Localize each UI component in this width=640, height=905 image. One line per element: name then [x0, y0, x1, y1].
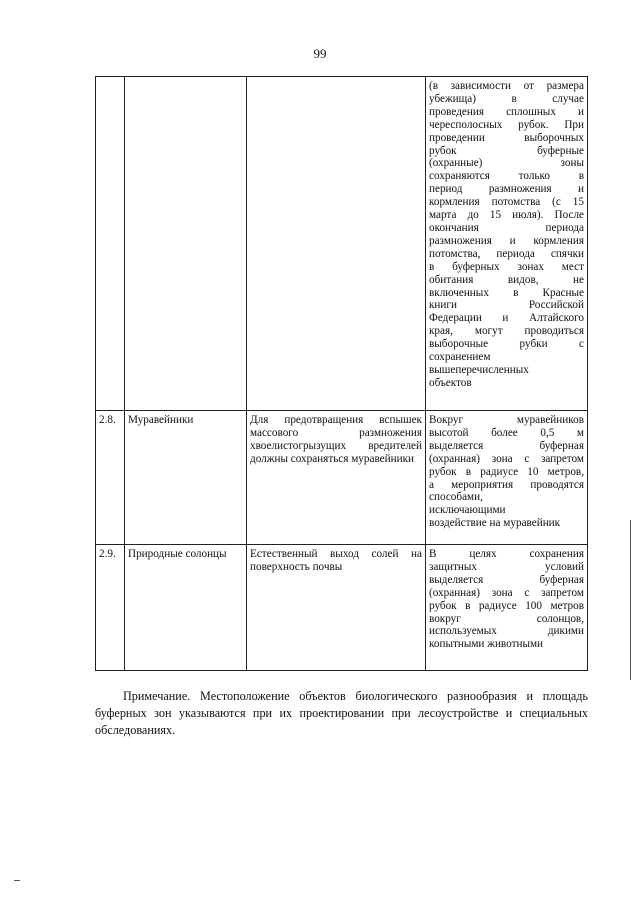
cell-text-line: края, могут проводиться — [429, 325, 584, 338]
cell-text-line: потомства, периода спячки — [429, 247, 584, 260]
cell-text-line: марта до 15 июля). После — [429, 209, 584, 222]
cell-number: 2.8. — [96, 411, 125, 545]
cell-text-line: используемых дикими — [429, 625, 584, 638]
cell-text-line: размножения и кормления — [429, 234, 584, 247]
cell-object — [125, 77, 247, 411]
page-number: 99 — [313, 46, 327, 61]
cell-text-line: окончания периода — [429, 221, 584, 234]
cell-text-line: копытными животными — [429, 638, 544, 651]
cell-text-line: В целях сохранения — [429, 548, 584, 560]
cell-text-line: (в зависимости от размера — [429, 80, 584, 92]
cell-text-line: (охранная) зона с запретом — [429, 452, 584, 465]
cell-text-line: способами, — [429, 491, 483, 504]
cell-text-line: рубок в радиусе 100 метров — [429, 599, 584, 612]
cell-buffer-zone — [426, 77, 588, 411]
cell-text-line: объектов — [429, 376, 472, 389]
scan-edge-mark — [630, 520, 631, 680]
cell-measures — [247, 77, 426, 411]
cell-text-line: Вокруг муравейников — [429, 414, 584, 426]
cell-text-line: сохранением — [429, 351, 491, 364]
biodiversity-table — [95, 76, 588, 671]
cell-text-line: убежища) в случае — [429, 92, 584, 105]
cell-text-line: выделяется буферная — [429, 439, 584, 452]
cell-text-line: рубок в радиусе 10 метров, — [429, 465, 584, 478]
cell-number: 2.9. — [96, 545, 125, 671]
cell-text-line: исключающими — [429, 504, 506, 517]
cell-text-line: кормления потомства (с 15 — [429, 196, 584, 209]
table-row — [96, 411, 588, 545]
cell-text-line: период размножения и — [429, 183, 584, 196]
scan-edge-mark — [14, 880, 20, 881]
cell-number — [96, 77, 125, 411]
cell-text-line: вокруг солонцов, — [429, 612, 584, 625]
cell-text-line: проведении выборочных — [429, 131, 584, 144]
cell-text-line: в буферных зонах мест — [429, 260, 584, 273]
cell-object: Муравейники — [125, 411, 247, 545]
cell-text-line: вышеперечисленных — [429, 363, 529, 376]
cell-text-line: выделяется буферная — [429, 573, 584, 586]
cell-buffer-zone — [426, 545, 588, 671]
cell-text-line: книги Российской — [429, 299, 584, 312]
cell-text-line: выборочные рубки с — [429, 338, 584, 351]
cell-text-line: (охранные) зоны — [429, 157, 584, 170]
cell-text-line: проведения сплошных и — [429, 105, 584, 118]
cell-buffer-zone — [426, 411, 588, 545]
cell-text-line: чересполосных рубок. При — [429, 118, 584, 131]
cell-text-line: воздействие на муравейник — [429, 517, 561, 530]
cell-text-line: включенных в Красные — [429, 286, 584, 299]
cell-text-line: Федерации и Алтайского — [429, 312, 584, 325]
cell-text-line: сохраняются только в — [429, 170, 584, 183]
cell-text-line: обитания видов, не — [429, 273, 584, 286]
cell-text-line: высотой более 0,5 м — [429, 426, 584, 439]
cell-text-line: рубок буферные — [429, 144, 584, 157]
cell-measures: Для предотвращения вспышек массового размножения хвоелистогрызущих вредителей должны сохраняться муравейники — [247, 411, 426, 545]
cell-text-line: защитных условий — [429, 560, 584, 573]
cell-measures: Естественный выход солей на поверхность почвы — [247, 545, 426, 671]
footnote-note: Примечание. Местоположение объектов биологического разнообразия и площадь буферных зон указываются при их проектировании при лесоустройстве и специальных обследованиях. — [95, 689, 588, 737]
cell-text-line: (охранная) зона с запретом — [429, 586, 584, 599]
cell-text-line: а мероприятия проводятся — [429, 478, 584, 491]
table-row — [96, 77, 588, 411]
table-row — [96, 545, 588, 671]
cell-object: Природные солонцы — [125, 545, 247, 671]
